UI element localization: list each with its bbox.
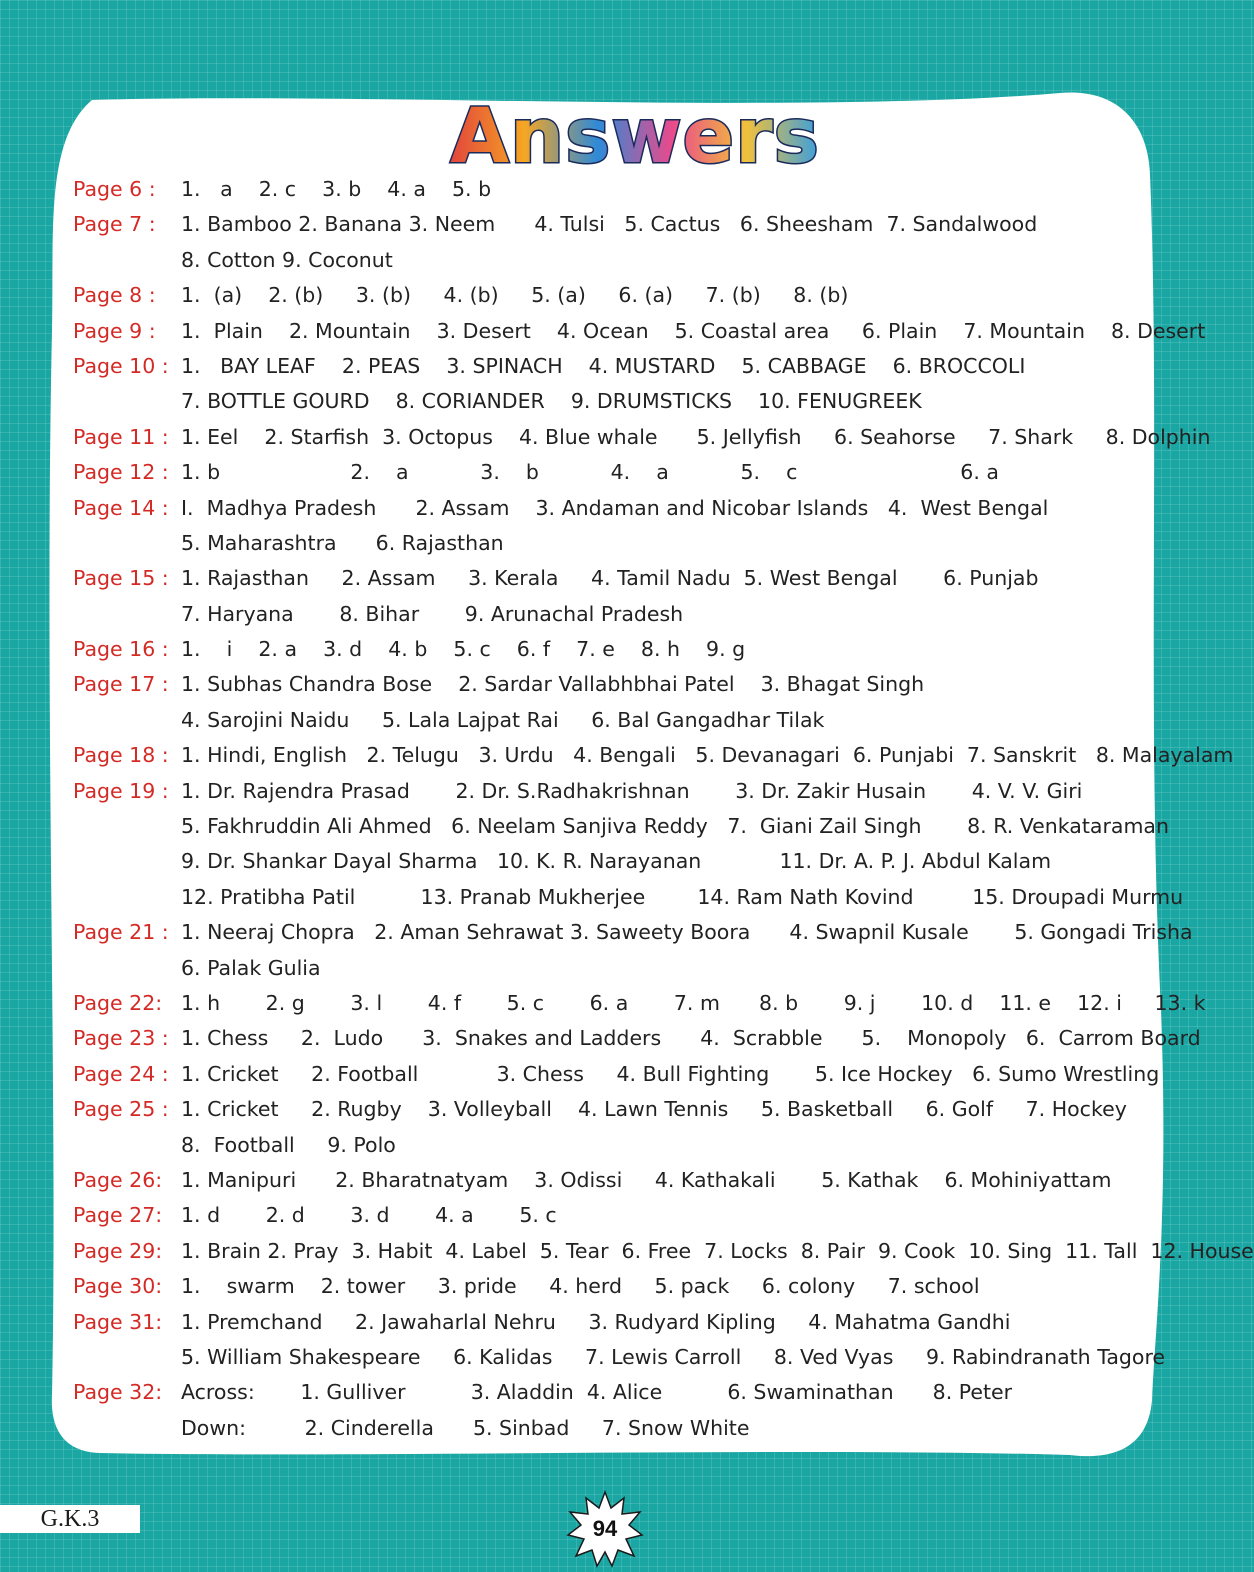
answer-text: 4. Sarojini Naidu 5. Lala Lajpat Rai 6. Bal Gangadhar Tilak bbox=[181, 707, 825, 732]
answer-row bbox=[73, 1340, 1166, 1375]
page-label: Page 19 : bbox=[73, 778, 169, 803]
answer-row bbox=[73, 774, 1163, 809]
page-label: Page 11 : bbox=[73, 424, 169, 449]
page-label bbox=[73, 243, 181, 278]
answer-text: 1. b 2. a 3. b 4. a 5. c 6. a bbox=[181, 460, 999, 485]
answer-text: I. Madhya Pradesh 2. Assam 3. Andaman and Nicobar Islands 4. West Bengal bbox=[181, 495, 1049, 520]
answer-row bbox=[73, 455, 1163, 490]
answer-row bbox=[73, 703, 1163, 738]
page-label: Page 12 : bbox=[73, 460, 169, 485]
answer-row bbox=[73, 491, 1163, 526]
answer-row bbox=[73, 1021, 1201, 1056]
answer-row bbox=[73, 1057, 1163, 1092]
answer-row bbox=[73, 561, 1163, 596]
answer-text: 1. swarm 2. tower 3. pride 4. herd 5. pack 6. colony 7. school bbox=[181, 1274, 980, 1299]
answer-text: 9. Dr. Shankar Dayal Sharma 10. K. R. Narayanan 11. Dr. A. P. J. Abdul Kalam bbox=[181, 849, 1052, 874]
answer-text: 1. Cricket 2. Rugby 3. Volleyball 4. Lawn Tennis 5. Basketball 6. Golf 7. Hockey bbox=[181, 1097, 1127, 1122]
answer-row bbox=[73, 844, 1163, 879]
answer-row bbox=[73, 207, 1163, 242]
answer-text: 1. a 2. c 3. b 4. a 5. b bbox=[181, 177, 492, 201]
answer-text: 7. BOTTLE GOURD 8. CORIANDER 9. DRUMSTICKS 10. FENUGREEK bbox=[181, 389, 922, 414]
answer-text: 1. Plain 2. Mountain 3. Desert 4. Ocean 5. Coastal area 6. Plain 7. Mountain 8. Desert bbox=[181, 318, 1206, 343]
answer-text: 1. Manipuri 2. Bharatnatyam 3. Odissi 4. Kathakali 5. Kathak 6. Mohiniyattam bbox=[181, 1167, 1112, 1192]
page-label: Page 10 : bbox=[73, 353, 169, 378]
page-label bbox=[73, 597, 181, 632]
answer-text: 1. Neeraj Chopra 2. Aman Sehrawat 3. Saweety Boora 4. Swapnil Kusale 5. Gongadi Trisha bbox=[181, 920, 1193, 945]
answer-row bbox=[73, 915, 1193, 950]
book-code: G.K.3 bbox=[0, 1505, 140, 1533]
page-label bbox=[73, 1128, 181, 1163]
answer-text: Across: 1. Gulliver 3. Aladdin 4. Alice 6. Swaminathan 8. Peter bbox=[181, 1380, 1013, 1405]
answer-text: 8. Football 9. Polo bbox=[181, 1132, 396, 1157]
page-label: Page 8 : bbox=[73, 283, 156, 308]
answer-text: 1. Premchand 2. Jawaharlal Nehru 3. Rudyard Kipling 4. Mahatma Gandhi bbox=[181, 1309, 1011, 1334]
page-label: Page 31: bbox=[73, 1309, 163, 1334]
answer-text: 5. Maharashtra 6. Rajasthan bbox=[181, 530, 504, 555]
answer-text: 1. i 2. a 3. d 4. b 5. c 6. f 7. e 8. h 9. g bbox=[181, 637, 746, 662]
svg-text:Answers: Answers bbox=[450, 91, 820, 180]
page-label bbox=[73, 703, 181, 738]
answer-row bbox=[73, 880, 1184, 915]
answer-text: 1. d 2. d 3. d 4. a 5. c bbox=[181, 1203, 557, 1228]
answer-row bbox=[73, 172, 1163, 207]
page-label: Page 17 : bbox=[73, 672, 169, 697]
answer-row bbox=[73, 951, 1163, 986]
answer-row bbox=[73, 1411, 1163, 1446]
page-label: Page 7 : bbox=[73, 212, 156, 237]
answer-text: 12. Pratibha Patil 13. Pranab Mukherjee 14. Ram Nath Kovind 15. Droupadi Murmu bbox=[181, 884, 1184, 909]
answer-text: 1. Rajasthan 2. Assam 3. Kerala 4. Tamil Nadu 5. West Bengal 6. Punjab bbox=[181, 566, 1039, 591]
page-label: Page 15 : bbox=[73, 566, 169, 591]
answer-text: 1. Hindi, English 2. Telugu 3. Urdu 4. Bengali 5. Devanagari 6. Punjabi 7. Sanskrit 8. Malayalam bbox=[181, 743, 1234, 768]
answer-row bbox=[73, 314, 1206, 349]
page-label: Page 16 : bbox=[73, 637, 169, 662]
answer-row bbox=[73, 632, 1163, 667]
answer-row bbox=[73, 1234, 1254, 1269]
answer-row bbox=[73, 809, 1169, 844]
answer-row bbox=[73, 1128, 1163, 1163]
page-label bbox=[73, 384, 181, 419]
answer-text: 1. BAY LEAF 2. PEAS 3. SPINACH 4. MUSTARD 5. CABBAGE 6. BROCCOLI bbox=[181, 353, 1026, 378]
answer-text: 1. Dr. Rajendra Prasad 2. Dr. S.Radhakrishnan 3. Dr. Zakir Husain 4. V. V. Giri bbox=[181, 778, 1083, 803]
page-label bbox=[73, 844, 181, 879]
answer-text: 1. Subhas Chandra Bose 2. Sardar Vallabhbhai Patel 3. Bhagat Singh bbox=[181, 672, 925, 697]
page-label: Page 18 : bbox=[73, 743, 169, 768]
answer-text: 1. Bamboo 2. Banana 3. Neem 4. Tulsi 5. Cactus 6. Sheesham 7. Sandalwood bbox=[181, 212, 1038, 237]
page-label: Page 29: bbox=[73, 1238, 163, 1263]
answer-row bbox=[73, 986, 1206, 1021]
answer-text: 1. (a) 2. (b) 3. (b) 4. (b) 5. (a) 6. (a) 7. (b) 8. (b) bbox=[181, 283, 849, 308]
page-label: Page 26: bbox=[73, 1167, 163, 1192]
answer-row bbox=[73, 1198, 1163, 1233]
answer-text: Down: 2. Cinderella 5. Sinbad 7. Snow White bbox=[181, 1415, 750, 1440]
answer-row bbox=[73, 420, 1211, 455]
page-label bbox=[73, 809, 181, 844]
answer-row bbox=[73, 1305, 1163, 1340]
page-label bbox=[73, 951, 181, 986]
answer-row bbox=[73, 278, 1163, 313]
page-label: Page 9 : bbox=[73, 318, 156, 343]
answer-text: 8. Cotton 9. Coconut bbox=[181, 247, 393, 272]
answer-row bbox=[73, 349, 1163, 384]
answer-row bbox=[73, 1269, 1163, 1304]
answer-row bbox=[73, 1375, 1163, 1410]
answer-row bbox=[73, 384, 1163, 419]
page-label bbox=[73, 526, 181, 561]
page-label: Page 14 : bbox=[73, 495, 169, 520]
answer-text: 1. Brain 2. Pray 3. Habit 4. Label 5. Tear 6. Free 7. Locks 8. Pair 9. Cook 10. Sing 11. Tall 12. House bbox=[181, 1238, 1254, 1263]
answer-text: 1. Chess 2. Ludo 3. Snakes and Ladders 4. Scrabble 5. Monopoly 6. Carrom Board bbox=[181, 1026, 1201, 1051]
page-label: Page 32: bbox=[73, 1380, 163, 1405]
answers-list bbox=[73, 172, 1254, 1446]
page-label: Page 23 : bbox=[73, 1026, 169, 1051]
page-label: Page 27: bbox=[73, 1203, 163, 1228]
page-label bbox=[73, 1340, 181, 1375]
page-label bbox=[73, 1411, 181, 1446]
page-label: Page 6 : bbox=[73, 177, 156, 201]
answer-text: 1. h 2. g 3. l 4. f 5. c 6. a 7. m 8. b 9. j 10. d 11. e 12. i 13. k bbox=[181, 990, 1206, 1015]
page-label: Page 25 : bbox=[73, 1097, 169, 1122]
page-label: Page 21 : bbox=[73, 920, 169, 945]
answer-text: 5. Fakhruddin Ali Ahmed 6. Neelam Sanjiva Reddy 7. Giani Zail Singh 8. R. Venkataraman bbox=[181, 814, 1169, 839]
answer-text: 7. Haryana 8. Bihar 9. Arunachal Pradesh bbox=[181, 601, 684, 626]
page-label: Page 22: bbox=[73, 990, 163, 1015]
page-number: 94 bbox=[592, 1516, 618, 1541]
answer-row bbox=[73, 1092, 1163, 1127]
answer-text: 1. Eel 2. Starfish 3. Octopus 4. Blue whale 5. Jellyfish 6. Seahorse 7. Shark 8. Dolphin bbox=[181, 424, 1211, 449]
page-label: Page 30: bbox=[73, 1274, 163, 1299]
answer-row bbox=[73, 667, 1163, 702]
answer-row bbox=[73, 1163, 1163, 1198]
page-label: Page 24 : bbox=[73, 1061, 169, 1086]
answer-text: 6. Palak Gulia bbox=[181, 955, 321, 980]
answer-row bbox=[73, 738, 1234, 773]
page-label bbox=[73, 880, 181, 915]
answer-text: 5. William Shakespeare 6. Kalidas 7. Lewis Carroll 8. Ved Vyas 9. Rabindranath Tagore bbox=[181, 1344, 1166, 1369]
answer-row bbox=[73, 243, 1163, 278]
answer-row bbox=[73, 526, 1163, 561]
answer-text: 1. Cricket 2. Football 3. Chess 4. Bull Fighting 5. Ice Hockey 6. Sumo Wrestling bbox=[181, 1061, 1160, 1086]
page-title bbox=[450, 91, 820, 180]
answer-row bbox=[73, 597, 1163, 632]
